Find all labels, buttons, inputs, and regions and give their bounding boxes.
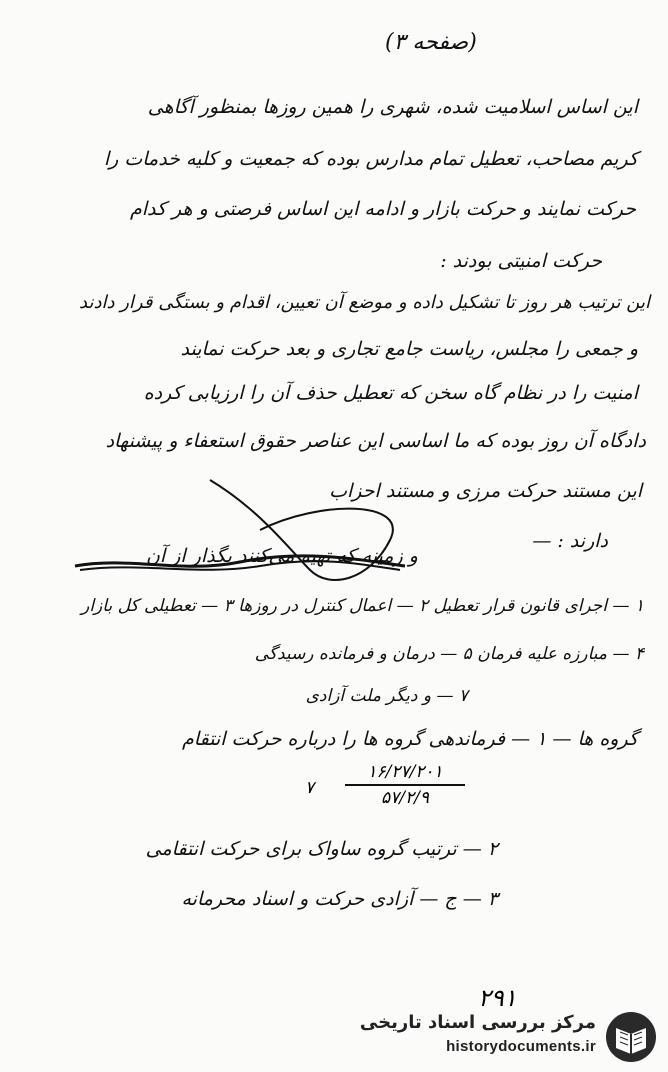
fraction-lead: ۷ — [305, 778, 315, 798]
fraction-numerator: ۱۶/۲۷/۲۰۱ — [367, 762, 443, 782]
watermark-url: historydocuments.ir — [446, 1038, 596, 1055]
paragraph-line-2: کریم مصاحب، تعطیل تمام مدارس بوده که جمعیت و کلیه خدمات را — [103, 148, 638, 170]
fraction-bar — [345, 784, 465, 786]
footer-number: ۲۹۱ — [478, 984, 517, 1012]
paragraph-line-5: این ترتیب هر روز تا تشکیل داده و موضع آن تعیین، اقدام و بستگی قرار دادند — [79, 292, 650, 313]
paragraph-line-4: حرکت امنیتی بودند : — [440, 250, 602, 272]
struck-line: و زمینه که تهیه می‌کنند بگذار از آن — [145, 545, 418, 567]
watermark-title: مرکز بررسی اسناد تاریخی — [359, 1012, 596, 1033]
page-label: (صفحه ۳) — [385, 30, 477, 55]
sub-item-2: ۳ — ج — آزادی حرکت و اسناد محرمانه — [181, 888, 498, 910]
paragraph-line-10: دارند : — — [532, 530, 608, 552]
group-line: گروه ها — ۱ — فرماندهی گروه ها را درباره حرکت انتقام — [182, 728, 638, 750]
scrawl-loop — [200, 470, 400, 590]
paragraph-line-6: و جمعی را مجلس، ریاست جامع تجاری و بعد حرکت نمایند — [180, 338, 638, 360]
list-item-2: ۴ — مبارزه علیه فرمان ۵ — درمان و فرمانده رسیدگی — [254, 644, 644, 664]
fraction-annotation — [345, 762, 465, 822]
paragraph-line-3: حرکت نمایند و حرکت بازار و ادامه این اساس فرصتی و هر کدام — [129, 198, 636, 220]
fraction-denominator: ۵۷/۲/۹ — [381, 788, 429, 808]
paragraph-line-7: امنیت را در نظام گاه سخن که تعطیل حذف آن را ارزیابی کرده — [143, 382, 638, 404]
book-emblem-icon — [604, 1010, 658, 1064]
paragraph-line-1: این اساس اسلامیت شده، شهری را همین روزها بمنظور آگاهی — [147, 96, 638, 118]
list-item-3: ۷ — و دیگر ملت آزادی — [305, 686, 468, 706]
list-item-1: ۱ — اجرای قانون قرار تعطیل ۲ — اعمال کنترل در روزها ۳ — تعطیلی کل بازار — [81, 596, 644, 616]
sub-item-1: ۲ — ترتیب گروه ساواک برای حرکت انتقامی — [145, 838, 498, 860]
paragraph-line-8: دادگاه آن روز بوده که ما اساسی این عناصر حقوق استعفاء و پیشنهاد — [105, 430, 646, 452]
paragraph-line-9: این مستند حرکت مرزی و مستند احزاب — [329, 480, 642, 502]
